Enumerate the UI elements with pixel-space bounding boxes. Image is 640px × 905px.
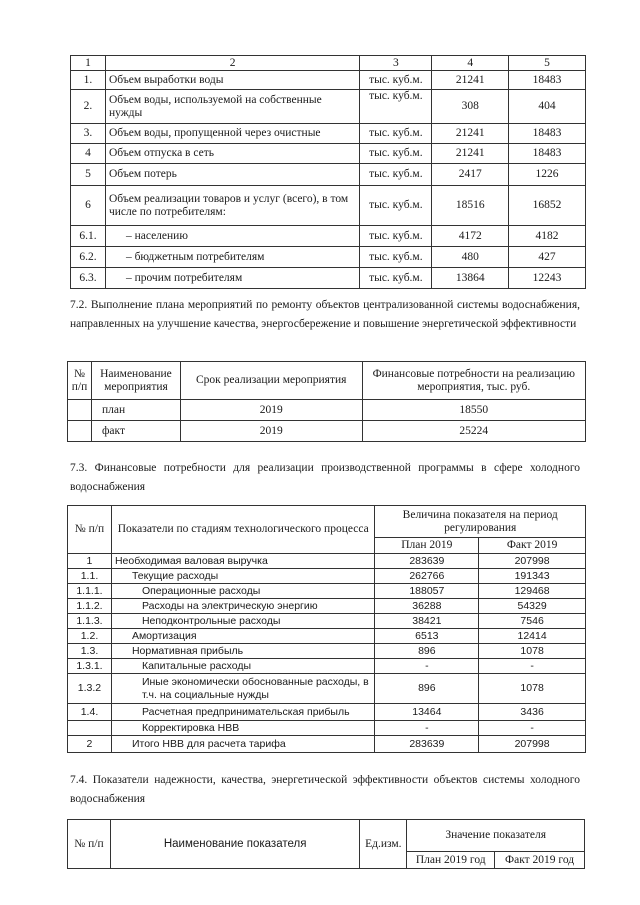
row-name: план [91, 400, 180, 421]
row-fact: - [479, 721, 586, 736]
row-plan: 38421 [375, 614, 479, 629]
row-fact: 12414 [479, 629, 586, 644]
row-number [68, 721, 112, 736]
table-row [68, 584, 586, 599]
row-unit: тыс. куб.м. [360, 226, 432, 247]
row-name: Иные экономически обоснованные расходы, в т.ч. на социальные нужды [111, 674, 375, 704]
row-name: факт [91, 421, 180, 442]
row-number: 1.1. [68, 569, 112, 584]
column-header: Показатели по стадиям технологического процесса [111, 506, 375, 554]
table-row [71, 144, 586, 164]
row-fact: 191343 [479, 569, 586, 584]
table-row [71, 268, 586, 289]
row-number: 1.3. [68, 644, 112, 659]
row-unit: тыс. куб.м. [360, 90, 432, 124]
row-fact: 12243 [509, 268, 586, 289]
table-row [68, 554, 586, 569]
column-header: Наименование показателя [110, 820, 359, 869]
table-header-row [68, 820, 585, 852]
row-plan: 21241 [432, 144, 509, 164]
table-row [71, 164, 586, 186]
table-row [68, 674, 586, 704]
financial-needs-table [67, 505, 586, 753]
row-number: 6 [71, 186, 106, 226]
row-fact: 18483 [509, 124, 586, 144]
row-number [68, 421, 92, 442]
row-number: 1.1.3. [68, 614, 112, 629]
table-row [68, 629, 586, 644]
row-unit: тыс. куб.м. [360, 164, 432, 186]
row-fact: 1226 [509, 164, 586, 186]
column-number-header: 5 [509, 56, 586, 71]
row-plan: 36288 [375, 599, 479, 614]
row-name: Объем воды, используемой на собственные нужды [105, 90, 359, 124]
section-7-4-text: 7.4. Показатели надежности, качества, энергетической эффективности объектов системы холодного водоснабжения [70, 774, 580, 805]
row-plan: 896 [375, 644, 479, 659]
row-number: 1.2. [68, 629, 112, 644]
row-plan: 262766 [375, 569, 479, 584]
row-name: Объем воды, пропущенной через очистные [105, 124, 359, 144]
table-row [68, 721, 586, 736]
table-row [71, 71, 586, 90]
row-name: Расходы на электрическую энергию [111, 599, 375, 614]
row-unit: тыс. куб.м. [360, 268, 432, 289]
row-financial: 25224 [362, 421, 585, 442]
row-fact: 3436 [479, 704, 586, 721]
table-row [68, 421, 586, 442]
row-name: Объем потерь [105, 164, 359, 186]
row-name: Корректировка НВВ [111, 721, 375, 736]
row-name: – бюджетным потребителям [105, 247, 359, 268]
fact-header: Факт 2019 год [495, 852, 585, 869]
row-fact: 427 [509, 247, 586, 268]
row-unit: тыс. куб.м. [360, 144, 432, 164]
column-header: Значение показателя [407, 820, 585, 852]
row-name: Необходимая валовая выручка [111, 554, 375, 569]
row-plan: 13464 [375, 704, 479, 721]
row-number: 5 [71, 164, 106, 186]
column-header: № п/п [68, 506, 112, 554]
row-plan: 21241 [432, 124, 509, 144]
repair-plan-table [67, 361, 586, 442]
row-number: 1.1.1. [68, 584, 112, 599]
row-name: Неподконтрольные расходы [111, 614, 375, 629]
table-row [71, 186, 586, 226]
row-fact: 1078 [479, 644, 586, 659]
row-fact: 207998 [479, 554, 586, 569]
table-row [68, 704, 586, 721]
row-unit: тыс. куб.м. [360, 124, 432, 144]
table-row [68, 569, 586, 584]
row-number: 2. [71, 90, 106, 124]
row-plan: 480 [432, 247, 509, 268]
column-number-header: 2 [105, 56, 359, 71]
column-header: № п/п [68, 820, 111, 869]
table-row [68, 644, 586, 659]
row-unit: тыс. куб.м. [360, 71, 432, 90]
row-number [68, 400, 92, 421]
row-plan: 896 [375, 674, 479, 704]
row-fact: 18483 [509, 71, 586, 90]
row-number: 1.4. [68, 704, 112, 721]
row-term: 2019 [180, 421, 362, 442]
column-header: Ед.изм. [360, 820, 407, 869]
row-name: Нормативная прибыль [111, 644, 375, 659]
row-name: Объем отпуска в сеть [105, 144, 359, 164]
reliability-indicators-table [67, 819, 585, 869]
plan-header: План 2019 год [407, 852, 495, 869]
row-number: 1.1.2. [68, 599, 112, 614]
row-fact: 18483 [509, 144, 586, 164]
row-plan: 308 [432, 90, 509, 124]
row-number: 6.1. [71, 226, 106, 247]
row-name: Объем реализации товаров и услуг (всего), в том числе по потребителям: [105, 186, 359, 226]
row-plan: 21241 [432, 71, 509, 90]
column-header: Срок реализации мероприятия [180, 362, 362, 400]
plan-header: План 2019 [375, 538, 479, 554]
row-number: 1.3.1. [68, 659, 112, 674]
table-row [68, 614, 586, 629]
row-plan: - [375, 659, 479, 674]
row-unit: тыс. куб.м. [360, 186, 432, 226]
table-row [68, 659, 586, 674]
row-name: – населению [105, 226, 359, 247]
row-number: 1. [71, 71, 106, 90]
column-header: № п/п [68, 362, 92, 400]
column-header: Финансовые потребности на реализацию мероприятия, тыс. руб. [362, 362, 585, 400]
row-fact: 4182 [509, 226, 586, 247]
section-7-2-text: 7.2. Выполнение плана мероприятий по ремонту объектов централизованной системы водоснабжения, направленных на улучшение качества, энергосбережение и повышение энергетической эффективности [70, 299, 580, 330]
row-name: Объем выработки воды [105, 71, 359, 90]
row-plan: - [375, 721, 479, 736]
row-fact: 16852 [509, 186, 586, 226]
row-plan: 13864 [432, 268, 509, 289]
table-row [71, 226, 586, 247]
row-name: Итого НВВ для расчета тарифа [111, 736, 375, 753]
row-fact: 7546 [479, 614, 586, 629]
row-fact: 404 [509, 90, 586, 124]
row-plan: 188057 [375, 584, 479, 599]
table-row [71, 124, 586, 144]
row-name: Текущие расходы [111, 569, 375, 584]
section-7-3-text: 7.3. Финансовые потребности для реализации производственной программы в сфере холодного водоснабжения [70, 462, 580, 493]
row-financial: 18550 [362, 400, 585, 421]
row-name: – прочим потребителям [105, 268, 359, 289]
column-number-header: 3 [360, 56, 432, 71]
column-header: Величина показателя на период регулирования [375, 506, 586, 538]
row-name: Амортизация [111, 629, 375, 644]
row-plan: 2417 [432, 164, 509, 186]
row-name: Расчетная предпринимательская прибыль [111, 704, 375, 721]
column-number-header: 1 [71, 56, 106, 71]
row-plan: 6513 [375, 629, 479, 644]
table-header-row [68, 506, 586, 538]
table-row [68, 400, 586, 421]
table-row [71, 90, 586, 124]
row-number: 6.3. [71, 268, 106, 289]
row-name: Операционные расходы [111, 584, 375, 599]
row-name: Капитальные расходы [111, 659, 375, 674]
row-unit: тыс. куб.м. [360, 247, 432, 268]
table-header-row [71, 56, 586, 71]
row-fact: 54329 [479, 599, 586, 614]
fact-header: Факт 2019 [479, 538, 586, 554]
production-volume-table [70, 55, 586, 289]
row-number: 1 [68, 554, 112, 569]
table-row [68, 599, 586, 614]
table-row [68, 736, 586, 753]
row-fact: 207998 [479, 736, 586, 753]
row-plan: 18516 [432, 186, 509, 226]
table-row [71, 247, 586, 268]
row-number: 3. [71, 124, 106, 144]
row-plan: 283639 [375, 736, 479, 753]
row-number: 4 [71, 144, 106, 164]
row-plan: 283639 [375, 554, 479, 569]
row-plan: 4172 [432, 226, 509, 247]
row-term: 2019 [180, 400, 362, 421]
row-number: 6.2. [71, 247, 106, 268]
row-number: 2 [68, 736, 112, 753]
row-fact: - [479, 659, 586, 674]
row-fact: 1078 [479, 674, 586, 704]
column-number-header: 4 [432, 56, 509, 71]
column-header: Наименование мероприятия [91, 362, 180, 400]
row-fact: 129468 [479, 584, 586, 599]
table-header-row [68, 362, 586, 400]
row-number: 1.3.2 [68, 674, 112, 704]
